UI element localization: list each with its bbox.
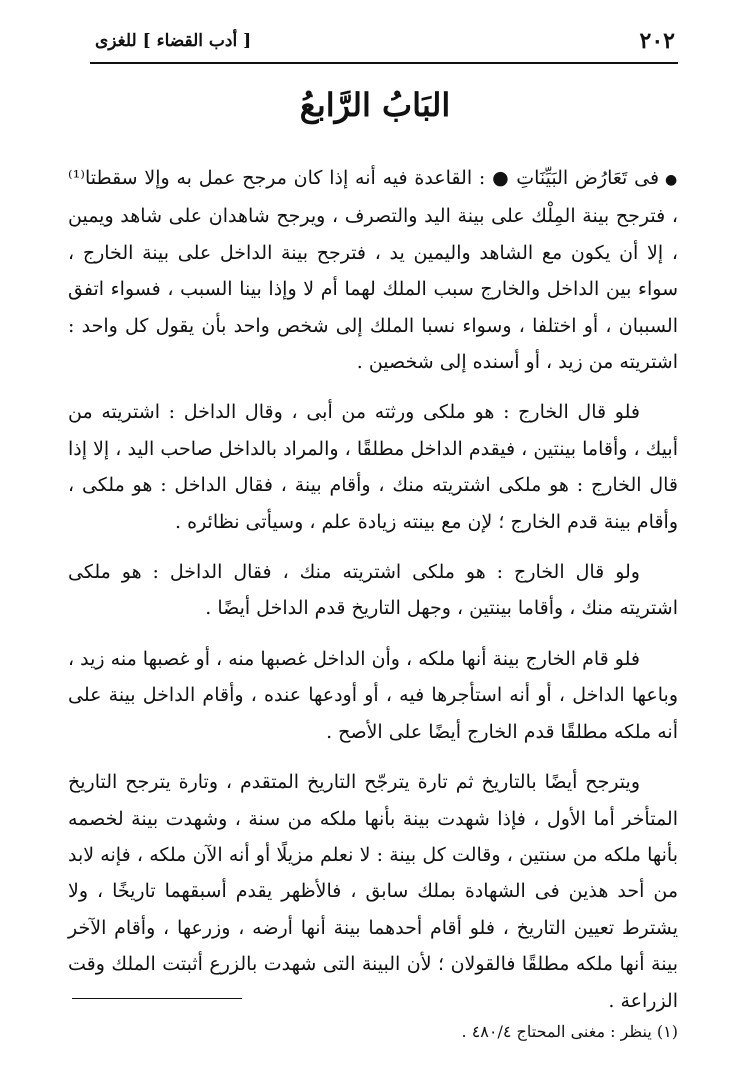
page-number: ٢٠٢ — [639, 28, 675, 54]
paragraph-2: فلو قال الخارج : هو ملكى ورثته من أبى ، وقال الداخل : اشتريته من أبيك ، وأقاما بينتين ، فيقدم الداخل مطلقًا ، والمراد بالداخل صاحب اليد ، إلا إذا قال الخارج : هو ملكى اشتريته منك ، وأقام بينة ، فقال الداخل : هو ملكى ، وأقام بينة قدم الخارج ؛ لإن مع بينته زيادة علم ، وسيأتى نظائره . — [68, 401, 678, 533]
bullet-icon: ● — [665, 172, 678, 188]
header-title: [ أدب القضاء ] للغزى — [95, 31, 252, 51]
running-header — [95, 26, 675, 56]
footnote: (١) ينظر : مغنى المحتاج ٤٨٠/٤ . — [461, 1022, 678, 1041]
header-rule — [90, 62, 678, 64]
paragraph-5: ويترجح أيضًا بالتاريخ ثم تارة يترجّح التاريخ المتقدم ، وتارة يترجح التاريخ المتأخر أما الأول ، فإذا شهدت بينة بأنها ملكه من سنة ، وشهدت بينة لخصمه بأنها ملكه من سنتين ، وقالت كل بينة : لا نعلم مزيلًا أو أنه الآن ملكه ، فإنه لابد من أحد هذين فى الشهادة بملك سابق ، فالأظهر يقدم أسبقهما تاريخًا ، ولا يشترط تعيين التاريخ ، فلو أقام أحدهما بينة أنها أرضه ، وزرعها ، وأقام الآخر بينة أنها ملكه مطلقًا فالقولان ؛ لأن البينة التى شهدت بالزرع أثبتت الملك وقت الزراعة . — [68, 771, 678, 1012]
paragraph-4: فلو قام الخارج بينة أنها ملكه ، وأن الداخل غصبها منه ، أو غصبها منه زيد ، وباعها الداخل ، أو أنه استأجرها فيه ، أو أودعها عنده ، وأقام الداخل بينة على أنه ملكه مطلقًا قدم الخارج أيضًا على الأصح . — [68, 647, 678, 743]
paragraph-text: فى تَعَارُض البَيِّنَاتِ ● : القاعدة فيه أنه إذا كان مرجح عمل به وإلا سقطتا⁽¹⁾ ، فترجح بينة المِلْك على بينة اليد والتصرف ، ويرجح شاهدان على شاهد ويمين ، إلا أن يكون مع الشاهد واليمين يد ، فترجح بينة الداخل على بينة الخارج ، سواء بين الداخل والخارج سبب الملك لهما أم لا وإذا بينا السبب ، فسواء اتفق السببان ، أو اختلفا ، وسواء نسبا الملك إلى شخص واحد بأن يقول كل واحد : اشتريته من زيد ، أو أسنده إلى شخصين . — [68, 167, 678, 374]
footnote-rule — [72, 998, 242, 999]
body-text — [68, 160, 678, 1033]
paragraph-1 — [68, 160, 678, 380]
paragraph-3: ولو قال الخارج : هو ملكى اشتريته منك ، فقال الداخل : هو ملكى اشتريته منك ، وأقاما بينتين ، وجهل التاريخ قدم الداخل أيضًا . — [68, 561, 678, 620]
chapter-title: البَابُ الرَّابعُ — [299, 86, 451, 124]
